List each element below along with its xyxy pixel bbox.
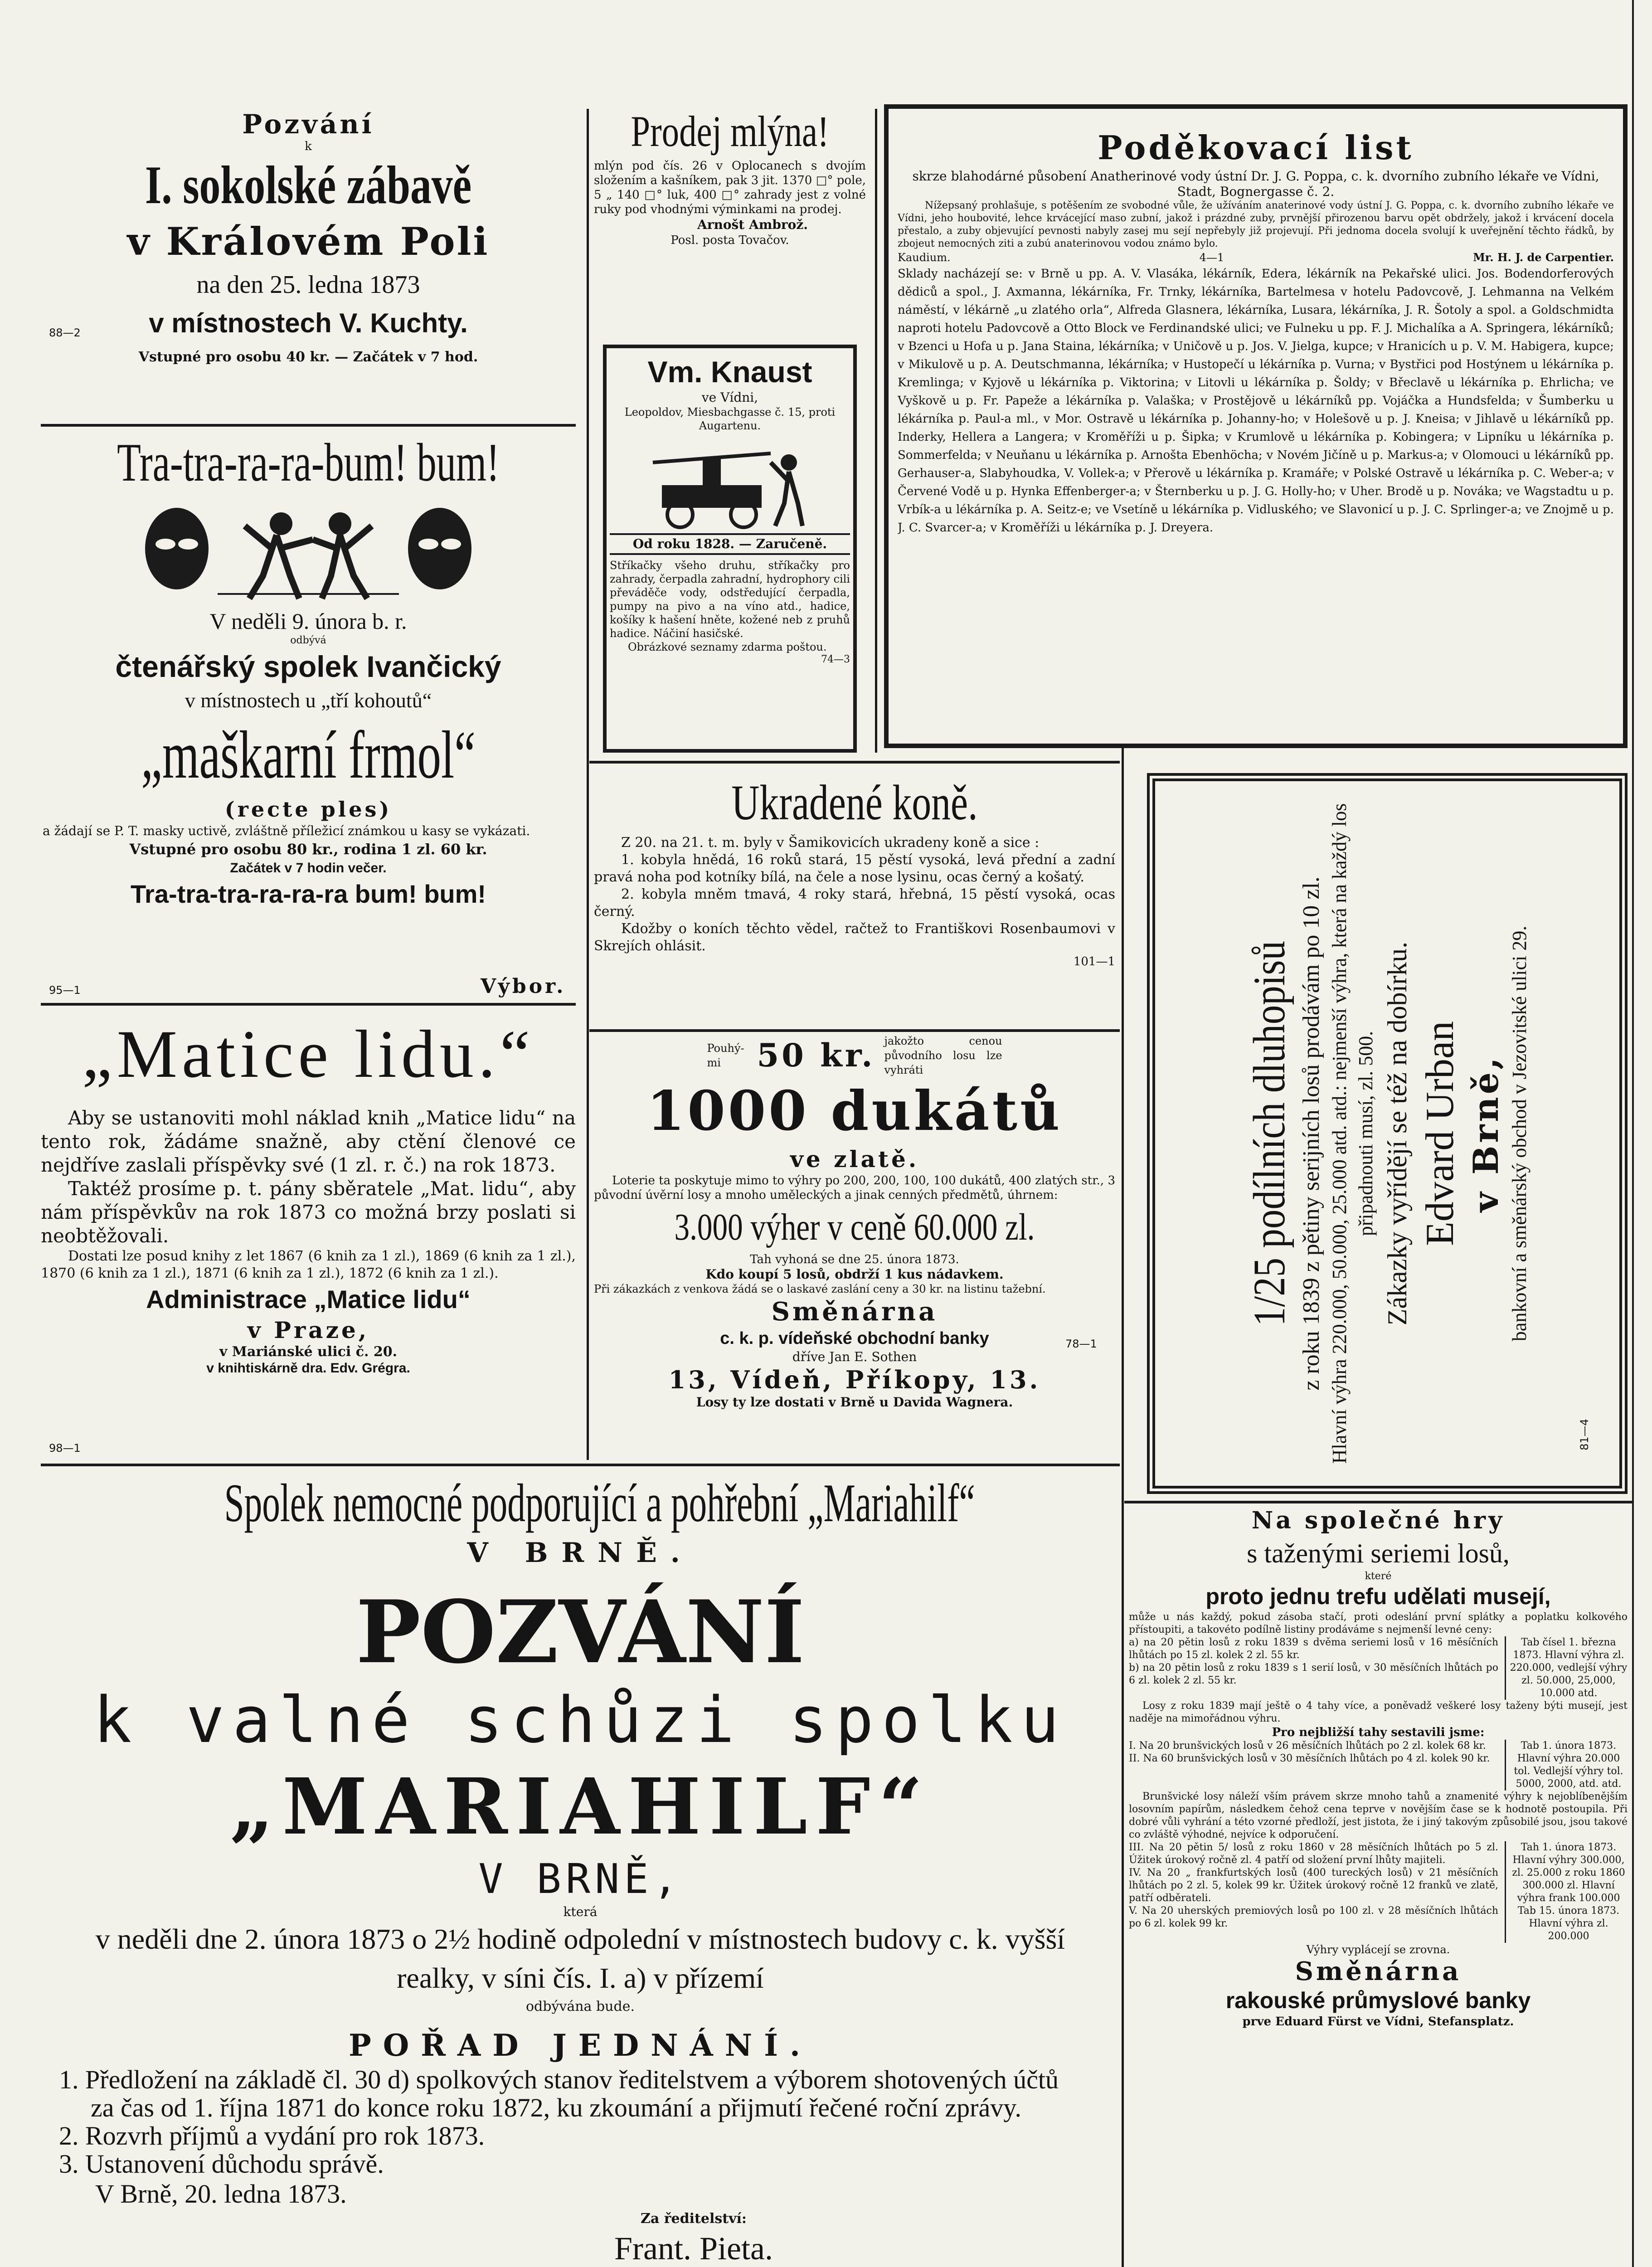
matice-text-2: Taktéž prosíme p. t. pány sběratele „Mat. lidu“, aby nám příspěvkův na rok 1873 co možná brzy poslati si neobtěžovali. [41,1177,576,1247]
viden-line: 13, Vídeň, Příkopy, 13. [668,1365,1041,1394]
hry-IV: IV. Na 20 „ frankfurtských losů (400 tureckých losů) v 21 měsíčních lhůtách po 2 zl. 5, kolek 99 kr. Úžitek úrokový ročně 12 franků ve zlatě, patří odběrateli. [1129,1867,1498,1904]
hry-tah-1: Tab čísel 1. března 1873. Hlavní výhra zl. 220.000, vedlejší výhry zl. 50.000, 25,000, 10.000 atd. [1505,1636,1628,1700]
smenarna-number: 78—1 [1065,1338,1097,1350]
vybor-number: 95—1 [49,984,81,997]
porad-item-2: 2. Rozvrh příjmů a vydání pro rok 1873. [59,2121,485,2150]
porad-heading: POŘAD JEDNÁNÍ. [349,2028,812,2063]
kdo-line: Kdo koupí 5 losů, obdrží 1 kus nádavkem. [705,1267,1004,1282]
hry-II: II. Na 60 brunšvických losů v 30 měsíčních lhůtách po 4 zl. kolek 90 kr. [1129,1753,1490,1764]
podek-kaudium: Kaudium. [898,251,951,264]
mariahilf-date: v neděli dne 2. února 1873 o 2½ hodině odpolední v místnostech budovy c. k. vyšší realky, v síni čís. I. a) v přízemí [95,1923,1065,1994]
sokol-place: v Královém Poli [127,219,490,264]
zacatek-line: Začátek v 7 hodin večer. [230,861,387,876]
podek-number: 4—1 [1199,251,1224,264]
kone-text-3: 2. kobyla mněm tmavá, 4 roky stará, hřebná, 15 pěstí vysoká, ocas černý. [594,886,1115,919]
hry-smenarna: Směnárna [1295,1956,1462,1986]
hry-I: I. Na 20 brunšvických losů v 26 měsíčních lhůtách po 2 zl. kolek 68 kr. [1129,1740,1486,1751]
kone-number: 101—1 [1073,955,1115,968]
dluhopisy-line-3: Zákazky vyřídějí se též na dobírku. [1382,941,1412,1326]
knaust-city: ve Vídni, [701,390,758,405]
podekovani-content [898,127,1614,744]
reditelstvi-line: Za ředitelství: [640,2211,747,2227]
k-word: k [305,140,312,153]
divider-c2-2 [589,1029,1120,1032]
dluhopisy-line-1: z roku 1839 z pětiny serijních losů prodávám po 10 zl. [1298,876,1324,1391]
knaust-text: Stříkačky všeho druhu, stříkačky pro zahrady, čerpadla zahradní, hydrophory cili převáděče vody, odstředující čerpadla, pumpy na pivo a na víno atd., hadice, košíky k hašení hněte, kožené neb z pruhů hadice. Náčiní hasičské. [610,559,850,640]
zakazky-text: Při zákazkách z venkova žádá se o laskavé zaslání ceny a 30 kr. na listinu tažební. [594,1283,1046,1295]
divider-2 [41,1003,576,1006]
mariahilf-ktera: která [563,1904,598,1919]
urban-name: Edvard Urban [1418,1021,1462,1246]
vezlate-line: ve zlatě. [790,1146,919,1172]
hry-tah-2: Tab 1. února 1873. Hlavní výhra 20.000 tol. Vedlejší výhry tol. 5000, 2000, atd. atd. [1505,1740,1628,1790]
podek-intro: skrze blahodárné působení Anatherinové vody ústní Dr. J. G. Poppa, c. k. dvorního zubního lékaře ve Vídni, Stadt, Bognergasse č. 2. [912,169,1599,199]
odbyva-word: odbývá [290,635,326,646]
hry-furst: prve Eduard Fürst ve Vídni, Stefansplatz. [1242,2015,1514,2029]
kone-title: Ukradené koně. [731,775,978,830]
hry-intro: může u nás každý, pokud zásoba stačí, proti odeslání první splátky a poplatku kolkového přístoupiti, a takovéto podílně listiny prodáváme s nejmenší levné ceny: [1129,1611,1628,1635]
praze-line: v Praze, [247,1317,369,1343]
pieta-signature: Frant. Pieta. [614,2230,773,2267]
maskarni-heading: „maškarní frmol“ [141,717,476,793]
dukaty-ad [594,1034,1115,1460]
knihtisk-line: v knihtiskárně dra. Edv. Grégra. [206,1361,410,1376]
vybor-sign: Výbor. [481,975,566,998]
urban-number: 81—4 [1578,1419,1591,1450]
sokol-date: na den 25. ledna 1873 [196,271,420,299]
knaust-name: Vm. Knaust [647,355,812,389]
sokol-ad [41,104,576,422]
divider-1 [41,424,576,427]
dluhopisy-main: 1/25 podílních dluhopisů [1244,941,1294,1326]
prodej-name: Arnošt Ambrož. [697,217,808,232]
prodej-text: mlýn pod čís. 26 v Oplocanech s dvojím složením a kašníkem, pak 3 jit. 1370 □° pole, 5 „ 140 □° luk, 400 □° zahrady jest z volné ruky pod vhodnými výminkami na prodej. [594,159,866,216]
kone-text-4: Kdožby o koních těchto vědel, račtež to Františkovi Rosenbaumovi v Skrejích ohlásit. [594,921,1115,954]
tratra2-line: Tra-tra-tra-ra-ra-ra bum! bum! [130,880,486,908]
admin-heading: Administrace „Matice lidu“ [146,1285,471,1313]
matice-title: „Matice lidu.“ [82,1017,534,1092]
knaust-since: Od roku 1828. — Zaručeně. [610,533,850,555]
mistnosti-line: v místnostech u „tří kohoutů“ [185,689,432,712]
kr50-price: 50 kr. [757,1036,875,1074]
column-rule-3 [1122,748,1124,2267]
knaust-number: 74—3 [821,654,850,665]
divider-c3 [1124,1501,1632,1503]
admin-number: 98—1 [49,1442,81,1455]
hry-ad [1129,1505,1628,2267]
hry-pro: Pro nejbližší tahy sestavili jsme: [1272,1726,1485,1739]
kone-text-2: 1. kobyla hnědá, 16 roků stará, 15 pěstí vysoká, levá přední a zadní pravá noha pod kotníky bílá, na čele a nose lysinu, ocas černý a košatý. [594,852,1115,885]
sklady-text: Sklady nacházejí se: v Brně u pp. A. V. Vlasáka, lékárník, Edera, lékárník na Pekařské ulici. Jos. Bodendorferových dědiců a spol., J. Axmanna, lékárníka, Fr. Trnky, lékárníka, Bartelmesa v hotelu Padovcově, J. Lehmanna na Velkém náměstí, v lékárně „u zlatého orla“, Alfreda Glasnera, lékárníka, Lusara, lékárníka, J. R. Šotoly a spol. a Goldschmidta naproti hotelu Padovcově a Otto Block ve Ferdinandské ulici; ve Fulneku u pp. F. J. Michalíka a A. Springera, lékárníků; v Bzenci u Hofa u p. Jana Staina, lékárníka; v Uničově u p. Jos. V. Jielga, kupce; v Hranicích u p. V. M. Habigera, kupce; v Mikulově u p. A. Deutschmanna, lékárníka; v Hustopečí u lékárníka p. Vurna; v Bystřici pod Hostýnem u lékárníka p. Kremlinga; v Kyjově u lékárníka p. Viktorina; v Litovli u lékárníka p. Šoldy; v Břeclavě u lékárníka p. Ehrlicha; ve Vyškově u p. Fr. Papeže a lékárníka p. Valaška; v Prostějově u lékárníků pp. Vojáčka a Hundsfelda; v Šumberku u lékárníka p. Paul-a ml., v Mor. Ostravě u lékárníka p. Johanny-ho; v Holešově u p. J. Kneisa; v Jihlavě u lékárníků pp. Inderky, Hellera a Langera; v Kroměříži u p. Šipka; v Krumlově u lékárníka p. Kobingera; v Lipníku u lékárníka p. Sommerfelda; v Neuňanu u lékárníka p. Arnošta Ebenhöcha; v Novém Jičíně u p. Markus-a; v Olomouci u lékárníků pp. Gerhauser-a, Slabyhoudka, V. Vollek-a; v Přerově u lékárníka p. Kramáře; v Polské Ostravě u lékárníka p. C. Weber-a; v Červené Vodě u p. Hynka Effenberger-a; v Šternberku u p. J. G. Holly-ho; v Uher. Brodě u p. Nováka; ve Wagstadtu u p. Vrbík-a u lékárníka p. A. Seitz-e; ve Vsetíně u lékárníka p. Vidluského; ve Slavonicí u p. J. C. Sprlinger-a; ve Znojmě u p. J. C. Svarcer-a; v Kroměříži u lékárníka p. J. Dreyera. [898,267,1614,535]
drive-line: dříve Jan E. Sothen [792,1349,917,1364]
jakozto-label: jakožto cenou původního losu lze vyhráti [884,1035,1002,1076]
masked-figures-illustration [127,499,490,603]
mariahilf-title: „MARIAHILF“ [229,1761,931,1852]
mariahilf-ad [41,1469,1120,2267]
podek-sign: Mr. H. J. de Carpentier. [1473,251,1614,264]
porad-item-1: 1. Předložení na základě čl. 30 d) spolkových stanov ředitelstvem a výborem shotovených účtů za čas od 1. října 1871 do konce roku 1872, ku zkoumání a přijmutí řečené roční zprávy. [59,2065,1059,2122]
hry-III: III. Na 20 pětin 5/ losů z roku 1860 v 28 měsíčních lhůtách po 5 zl. Úžitek úrokový ročně zl. 4 patří od složení první lhůty majiteli. [1129,1842,1498,1866]
pozvani-heading-large: POZVÁNÍ [356,1581,805,1683]
mariansk-line: v Mariánské ulici č. 20. [219,1344,398,1360]
mariahilf-odbyvana: odbývána bude. [525,1999,635,2014]
hry-V: V. Na 20 uherských premiových losů po 100 zl. v 28 měsíčních lhůtách po 6 zl. kolek 99 kr. [1129,1905,1498,1929]
divider-bottom [41,1464,1120,1466]
hry-bank: rakouské průmyslové banky [1225,1988,1531,2013]
urban-city: v Brně, [1466,1055,1506,1212]
spolek-vbrne: V BRNĚ. [467,1537,694,1569]
hry-trefu: proto jednu trefu udělati musejí, [1205,1584,1551,1609]
hry-sub: s taženými seriemi losů, [1247,1538,1510,1568]
hry-ktere: které [1365,1571,1392,1582]
divider-c2-1 [589,761,1120,764]
podekovani-title: Poděkovací list [1098,128,1414,167]
hry-b: b) na 20 pětin losů z roku 1839 s 1 serií losů, v 30 měsíčních lhůtách po 6 zl. kolek 2 zl. 55 kr. [1129,1662,1498,1686]
loterie-text: Loterie ta poskytuje mimo to výhry po 200, 200, 100, 100 dukátů, 400 zlatých str., 3 původní úvěrní losy a mnoho uměleckých a jinak cenných předmětů, úhrnem: [594,1174,1115,1202]
vyher-line: 3.000 výher v ceně 60.000 zl. [674,1206,1035,1248]
ctenarsky-heading: čtenářský spolek Ivančický [115,650,501,683]
sokol-room: v místnostech V. Kuchty. [149,308,468,338]
brno-date: V Brně, 20. ledna 1873. [95,2179,347,2209]
kone-ad [594,771,1115,1025]
sokol-entry: Vstupné pro osobu 40 kr. — Začátek v 7 hod. [138,349,478,365]
mariahilf-brne: V BRNĚ, [478,1855,682,1903]
tratra-heading: Tra-tra-ra-ra-bum! bum! [117,432,500,492]
matice-ad [41,1011,576,1460]
prodej-post: Posl. posta Tovačov. [671,234,789,247]
column-rule-1 [587,109,589,1460]
matice-text-3: Dostati lze posud knihy z let 1867 (6 knih za 1 zl.), 1869 (6 knih za 1 zl.), 1870 (6 knih za 1 zl.), 1871 (6 knih za 1 zl.), 1872 (6 knih za 1 zl.). [41,1248,576,1281]
hry-title: Na společné hry [1251,1507,1505,1534]
smenarna-heading: Směnárna [771,1297,938,1327]
pump-engraving [635,435,825,530]
hry-c: Losy z roku 1839 mají ještě o 4 tahy více, a poněvadž veškeré losy taženy býti musejí, jest naděje na mimořádnou výhru. [1129,1700,1628,1724]
masky-text: a žádají se P. T. masky uctivě, zvláštně příležicí známkou u kasy se vykázati. [43,823,530,838]
matice-text-1: Aby se ustanoviti mohl náklad knih „Matice lidu“ na tento rok, žádáme snažně, aby ctění členové ce nejdříve zaslali příspěvky své (1 zl. r. č.) na rok 1873. [41,1107,576,1176]
sokol-title: I. sokolské zábavě [145,155,472,215]
spolek-heading: Spolek nemocné podporující a pohřební „Mariahilf“ [224,1473,975,1533]
losy-line: Losy ty lze dostati v Brně u Davida Wagnera. [696,1395,1013,1410]
podek-body: Nížepsaný prohlašuje, s potěšením ze svobodné vůle, že užíváním anaterinové vody ústní J. G. Poppa, c. k. dvorního zubního lékaře ve Vídni, jeho houbovité, lehce krvácející maso zubní, jakož i prázdné zuby, prvnější přirozenou barvu opět obdržely, jakož i krvácení docela přestalo, a zuby objevující pevnosti nabyly zasej mu sejí nepřebyly již projevují. Při jednoma docela svolují k uveřejnění těchto řádků, by zbojeut nemocných ziti a zubú anaterinovou vodou známo bylo. [898,200,1614,249]
nedeli-line: V neděli 9. února b. r. [209,608,407,634]
valne-line: k valné schůzi spolku [93,1683,1068,1757]
knaust-addr: Leopoldov, Miesbachgasse č. 15, proti Augartenu. [624,406,836,432]
hry-a: a) na 20 pětin losů z roku 1839 s dvěma seriemi losů v 16 měsíčních lhůtách po 15 zl. kolek 2 zl. 55 kr. [1129,1637,1498,1661]
knaust-seznam: Obrázkové seznamy zdarma poštou. [628,641,827,653]
column-rule-2 [875,109,877,753]
tah-line: Tah vyhoná se dne 25. února 1873. [750,1253,959,1266]
pouhych-label: Pouhý-mi [707,1042,744,1069]
hry-bruns: Brunšvické losy náleží vším právem skrze mnoho tahů a znamenité výhry k nejoblíbenějším losovním papírům, následkem čehož cena teprve v novějším čase se k hodnotě postoupila. Při dobré vůli vyhrání a této vzorné předloží, jest jistota, že i jiný takovým způsobilé jsou, jsou takové co zvláště výhodné, nejvíce k odporučení. [1129,1791,1628,1840]
prodej-ad [594,104,866,349]
dluhopisy-line-2: Hlavní výhra 220.000, 50.000, 25.000 atd. atd.: nejmenší výhra, která na každý los připadnouti musí, zl. 500. [1328,803,1377,1464]
prodej-title: Prodej mlýna! [631,107,829,156]
porad-item-3: 3. Ustanovení důchodu správě. [59,2149,384,2179]
dukatu-heading: 1000 dukátů [646,1079,1063,1143]
hry-tah-3: Tah 1. února 1873. Hlavní výhry 300.000, zl. 25.000 z roku 1860 300.000 zl. Hlavní výhra frank 100.000 Tab 15. února 1873. Hlavní výhra zl. 200.000 [1505,1841,1628,1943]
recte-line: (recte ples) [224,797,392,822]
ivancice-ad [41,431,576,984]
kone-text-1: Z 20. na 21. t. m. byly v Šamikovicích ukradeny koně a sice : [621,835,1040,851]
pozvani-heading: Pozvání [242,109,374,140]
sokol-number: 88—2 [49,326,81,339]
ckp-line: c. k. p. vídeňské obchodní banky [720,1329,989,1348]
right-edge-rule [1632,0,1634,2267]
hry-vyplaci: Výhry vyplácejí se zrovna. [1306,1943,1450,1956]
vstupne-line: Vstupné pro osobu 80 kr., rodina 1 zl. 60 kr. [129,841,487,858]
urban-addr: bankovní a směnárský obchod v Jezovitské ulici 29. [1508,925,1531,1342]
dluhopisy-rotated [1161,784,1614,1483]
knaust-content [610,354,850,748]
